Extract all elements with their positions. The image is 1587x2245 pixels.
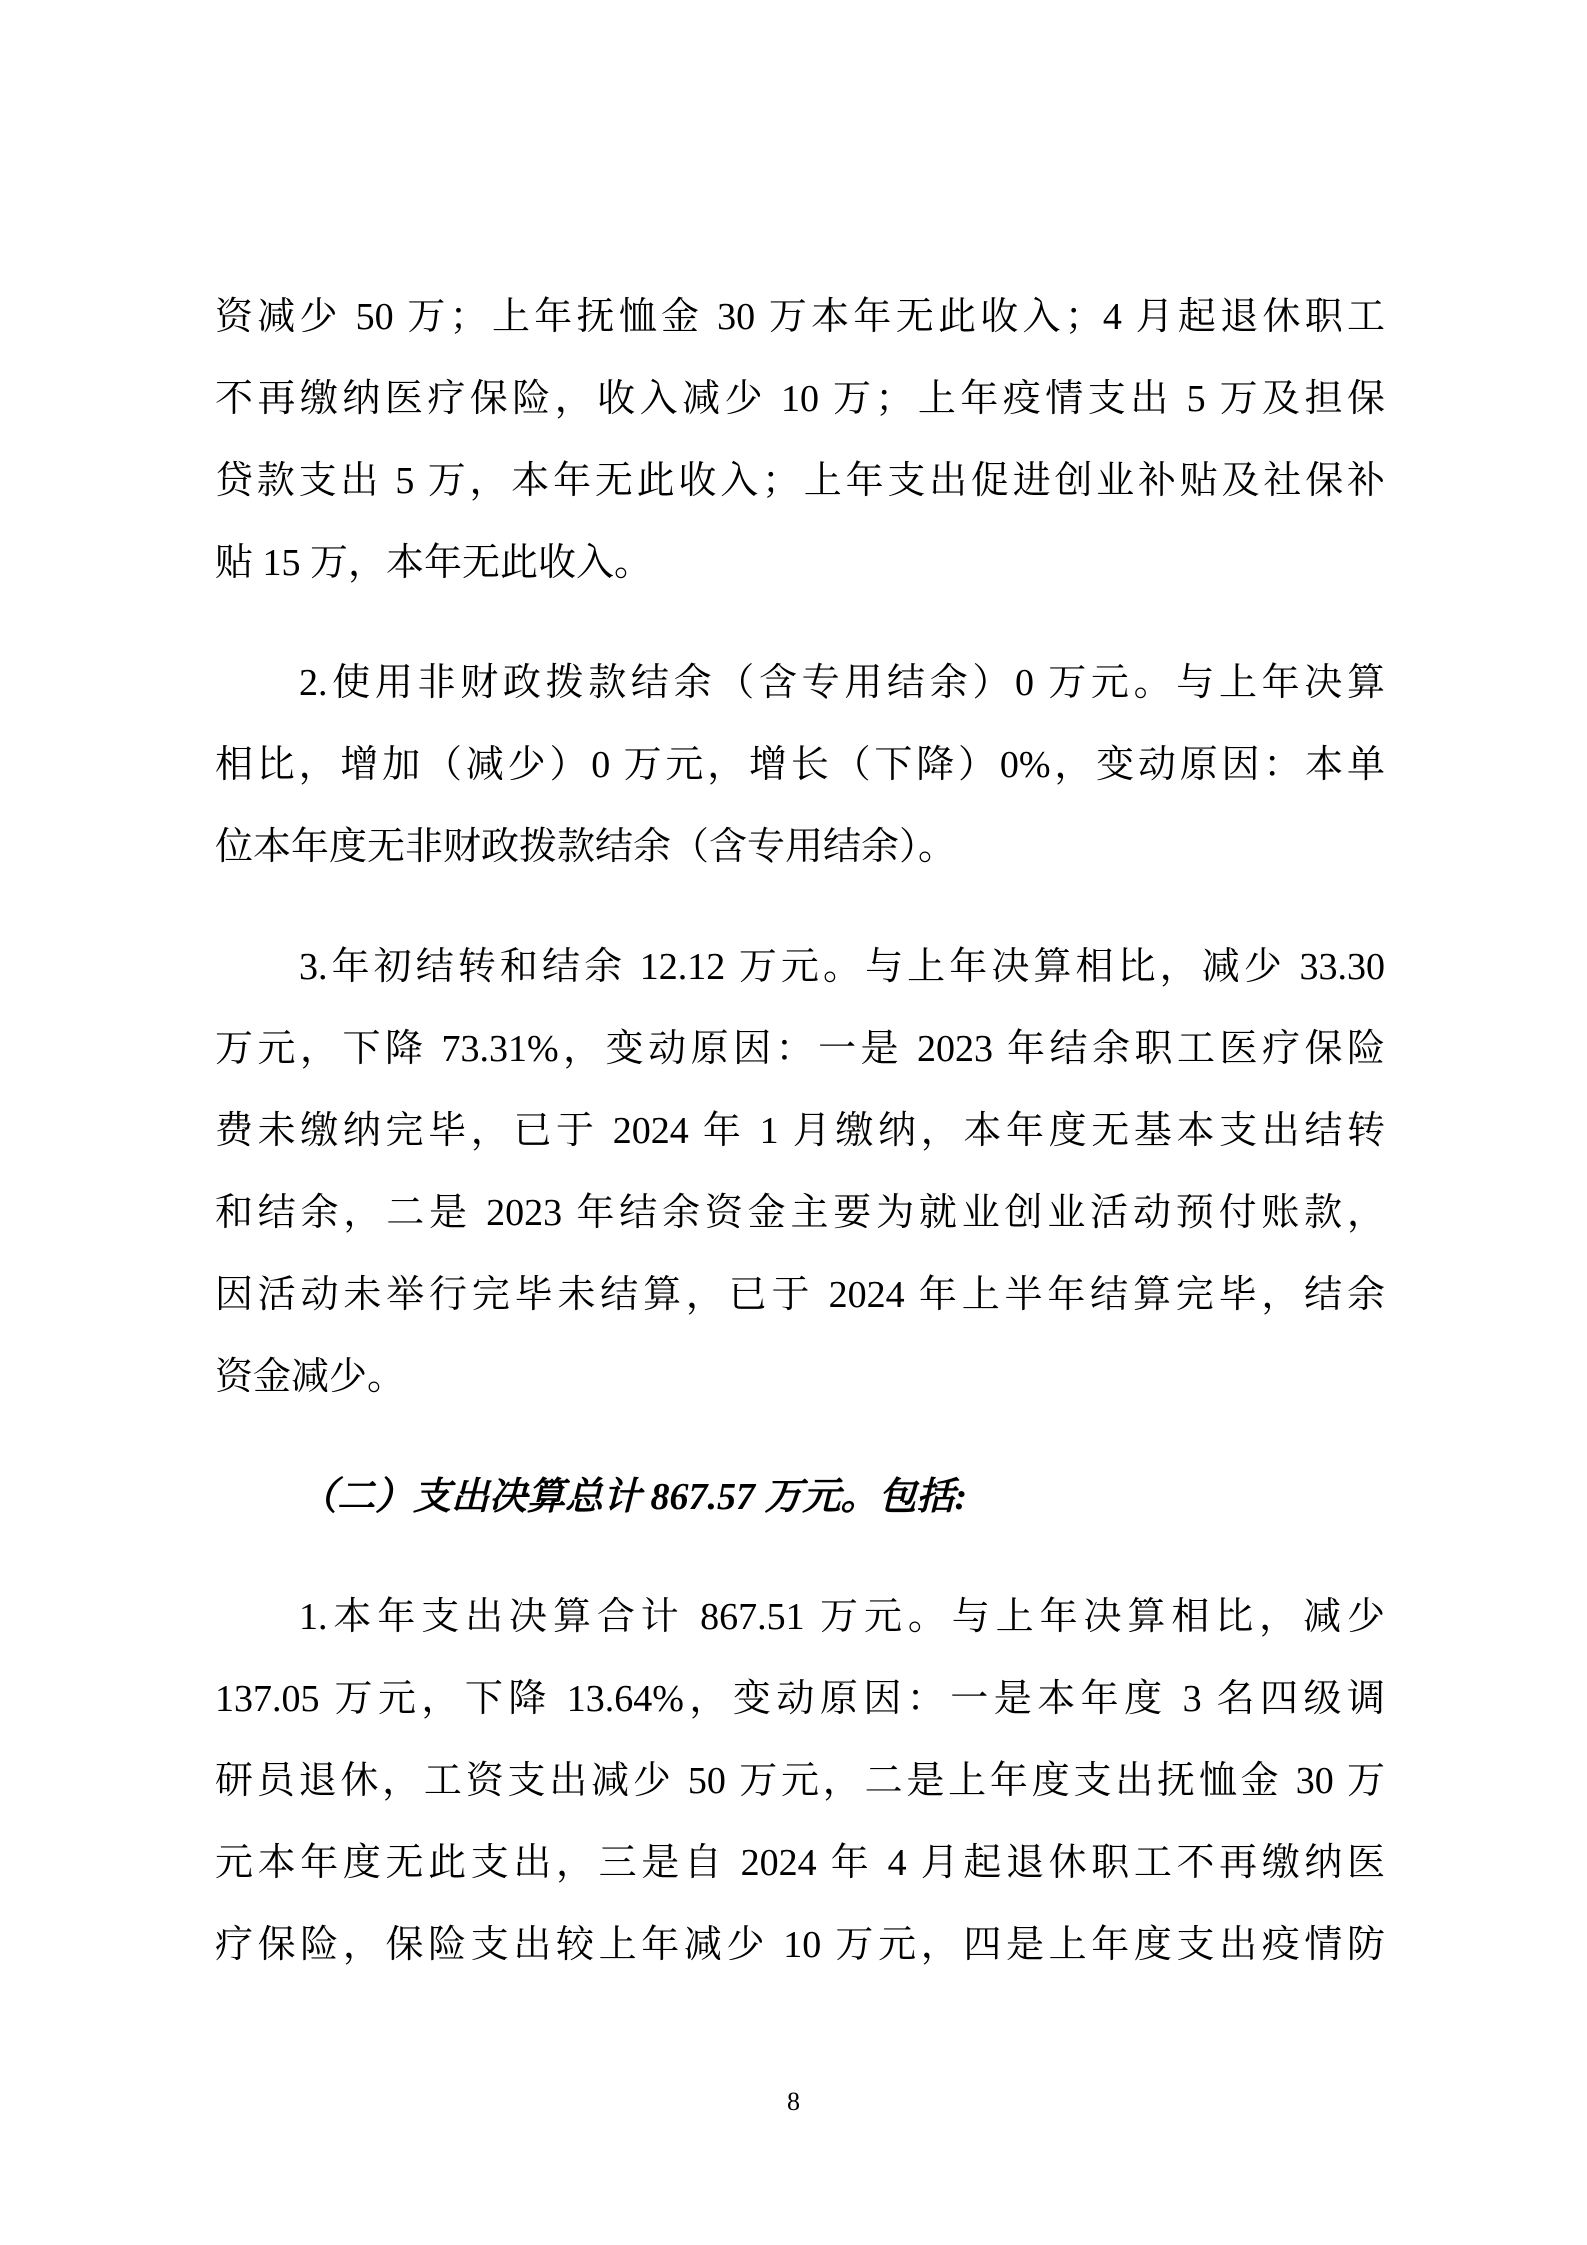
paragraph-current-year-expenditure xyxy=(215,1576,1385,1986)
section-heading-expenditure-total xyxy=(215,1456,1385,1538)
text-line: 研员退休，工资支出减少 50 万元，二是上年度支出抚恤金 30 万 xyxy=(215,1760,1385,1802)
text-line: 位本年度无非财政拨款结余（含专用结余）。 xyxy=(215,826,957,868)
paragraph-year-begin-carryover xyxy=(215,926,1385,1418)
text-line: 万元，下降 73.31%，变动原因：一是 2023 年结余职工医疗保险 xyxy=(215,1028,1385,1070)
text-line: 因活动未举行完毕未结算，已于 2024 年上半年结算完毕，结余 xyxy=(215,1274,1385,1316)
text-line: 元本年度无此支出，三是自 2024 年 4 月起退休职工不再缴纳医 xyxy=(215,1842,1385,1884)
text-line: 贷款支出 5 万，本年无此收入；上年支出促进创业补贴及社保补 xyxy=(215,460,1385,502)
text-line: 疗保险，保险支出较上年减少 10 万元，四是上年度支出疫情防 xyxy=(215,1924,1385,1966)
text-line: 贴 15 万，本年无此收入。 xyxy=(215,542,653,584)
paragraph-income-change-continuation xyxy=(215,276,1385,604)
document-body xyxy=(215,276,1385,1986)
paragraph-non-fiscal-balance xyxy=(215,642,1385,888)
text-line: 1.本年支出决算合计 867.51 万元。与上年决算相比，减少 xyxy=(299,1596,1385,1638)
text-line: 费未缴纳完毕，已于 2024 年 1 月缴纳，本年度无基本支出结转 xyxy=(215,1110,1385,1152)
text-line: 3.年初结转和结余 12.12 万元。与上年决算相比，减少 33.30 xyxy=(299,946,1385,988)
page-number: 8 xyxy=(787,2087,800,2116)
page-footer xyxy=(0,2086,1587,2118)
heading-line: （二）支出决算总计 867.57 万元。包括: xyxy=(299,1476,968,1518)
text-line: 2.使用非财政拨款结余（含专用结余）0 万元。与上年决算 xyxy=(299,662,1385,704)
text-line: 137.05 万元，下降 13.64%，变动原因：一是本年度 3 名四级调 xyxy=(215,1678,1385,1720)
text-line: 和结余，二是 2023 年结余资金主要为就业创业活动预付账款， xyxy=(215,1192,1385,1234)
text-line: 不再缴纳医疗保险，收入减少 10 万；上年疫情支出 5 万及担保 xyxy=(215,378,1385,420)
text-line: 相比，增加（减少）0 万元，增长（下降）0%，变动原因：本单 xyxy=(215,744,1385,786)
text-line: 资金减少。 xyxy=(215,1356,406,1398)
text-line: 资减少 50 万；上年抚恤金 30 万本年无此收入；4 月起退休职工 xyxy=(215,296,1385,338)
